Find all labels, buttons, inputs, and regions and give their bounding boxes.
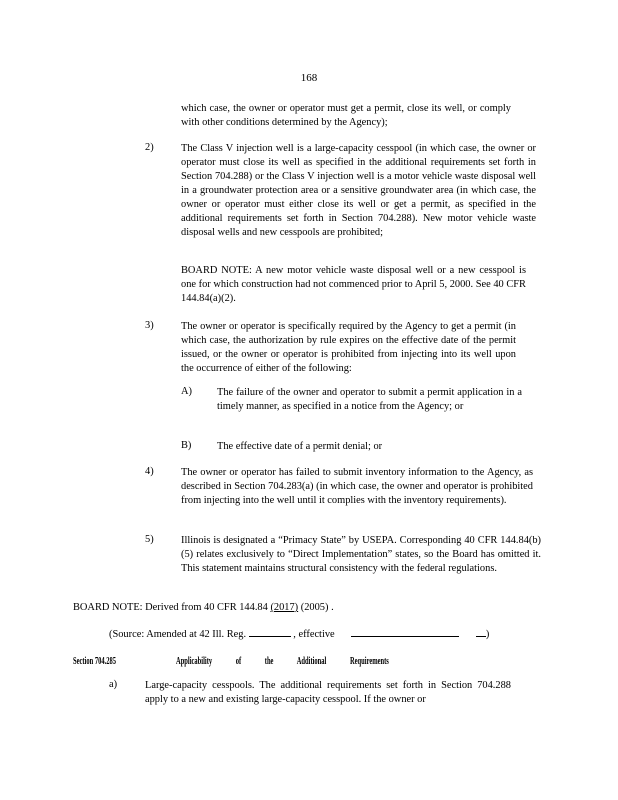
source-note-middle: , effective xyxy=(293,629,335,640)
item-2-text: The Class V injection well is a large-capacity cesspool (in which case, the owner or operator must close its well as specified in the additional requirements set forth in Section 704.288) or the Class V injection well is a motor vehicle waste disposal well in a groundwater protection area or a sensitive groundwater area (in which case, the owner or operator must either close its well or get a permit, as specified in the additional requirements set forth in Section 704.288). New motor vehicle waste disposal wells and new cesspools are prohibited; xyxy=(181,143,536,238)
section-a-letter: a) xyxy=(109,679,118,690)
intro-continuation: which case, the owner or operator must get a permit, close its well, or comply with other conditions determined by the Agency); xyxy=(181,103,511,128)
item-3-number: 3) xyxy=(145,320,154,331)
item-4-number: 4) xyxy=(145,466,154,477)
section-number: Section 704.285 xyxy=(73,656,116,668)
item-3b-letter: B) xyxy=(181,440,192,451)
board-note-deleted-year: (2005) xyxy=(300,602,329,613)
item-2-number: 2) xyxy=(145,142,154,153)
source-note-suffix: ) xyxy=(485,629,490,640)
board-note-suffix: . xyxy=(331,602,334,613)
item-3a-text: The failure of the owner and operator to submit a permit application in a timely manner, as specified in a notice from the Agency; or xyxy=(217,387,522,412)
board-note-inserted-year: (2017) xyxy=(270,602,299,613)
source-reg-blank xyxy=(249,626,291,637)
board-note-prefix: BOARD NOTE: Derived from 40 CFR 144.84 xyxy=(73,602,268,613)
item-4-text: The owner or operator has failed to submit inventory information to the Agency, as described in Section 704.283(a) (in which case, the owner and operator is prohibited from injecting into the well until it complies with the inventory requirements). xyxy=(181,467,533,506)
source-note-prefix: (Source: Amended at 42 Ill. Reg. xyxy=(109,629,247,640)
section-a-text: Large-capacity cesspools. The additional requirements set forth in Section 704.288 apply to a new and existing large-capacity cesspool. If the owner or xyxy=(145,680,511,705)
item-3b-text: The effective date of a permit denial; or xyxy=(217,441,383,452)
board-note-derived xyxy=(73,601,553,615)
source-effective-blank xyxy=(351,626,459,637)
section-title: Applicability of the Additional Requirements xyxy=(176,656,389,668)
item-2-board-note: BOARD NOTE: A new motor vehicle waste disposal well or a new cesspool is one for which construction had not commenced prior to April 5, 2000. See 40 CFR 144.84(a)(2). xyxy=(181,265,526,304)
item-5-number: 5) xyxy=(145,534,154,545)
page-number: 168 xyxy=(300,72,318,84)
item-3a-letter: A) xyxy=(181,386,192,397)
source-end-blank xyxy=(476,626,486,637)
item-3-text: The owner or operator is specifically required by the Agency to get a permit (in which case, the authorization by rule expires on the effective date of the permit issued, or the owner or operator is prohibited from injecting into its well upon the occurrence of either of the following: xyxy=(181,321,516,374)
item-5-text: Illinois is designated a “Primacy State” by USEPA. Corresponding 40 CFR 144.84(b)(5) relates exclusively to “Direct Implementation” states, so the Board has omitted it. This statement maintains structural consistency with the federal regulations. xyxy=(181,535,541,574)
source-note xyxy=(109,626,529,642)
